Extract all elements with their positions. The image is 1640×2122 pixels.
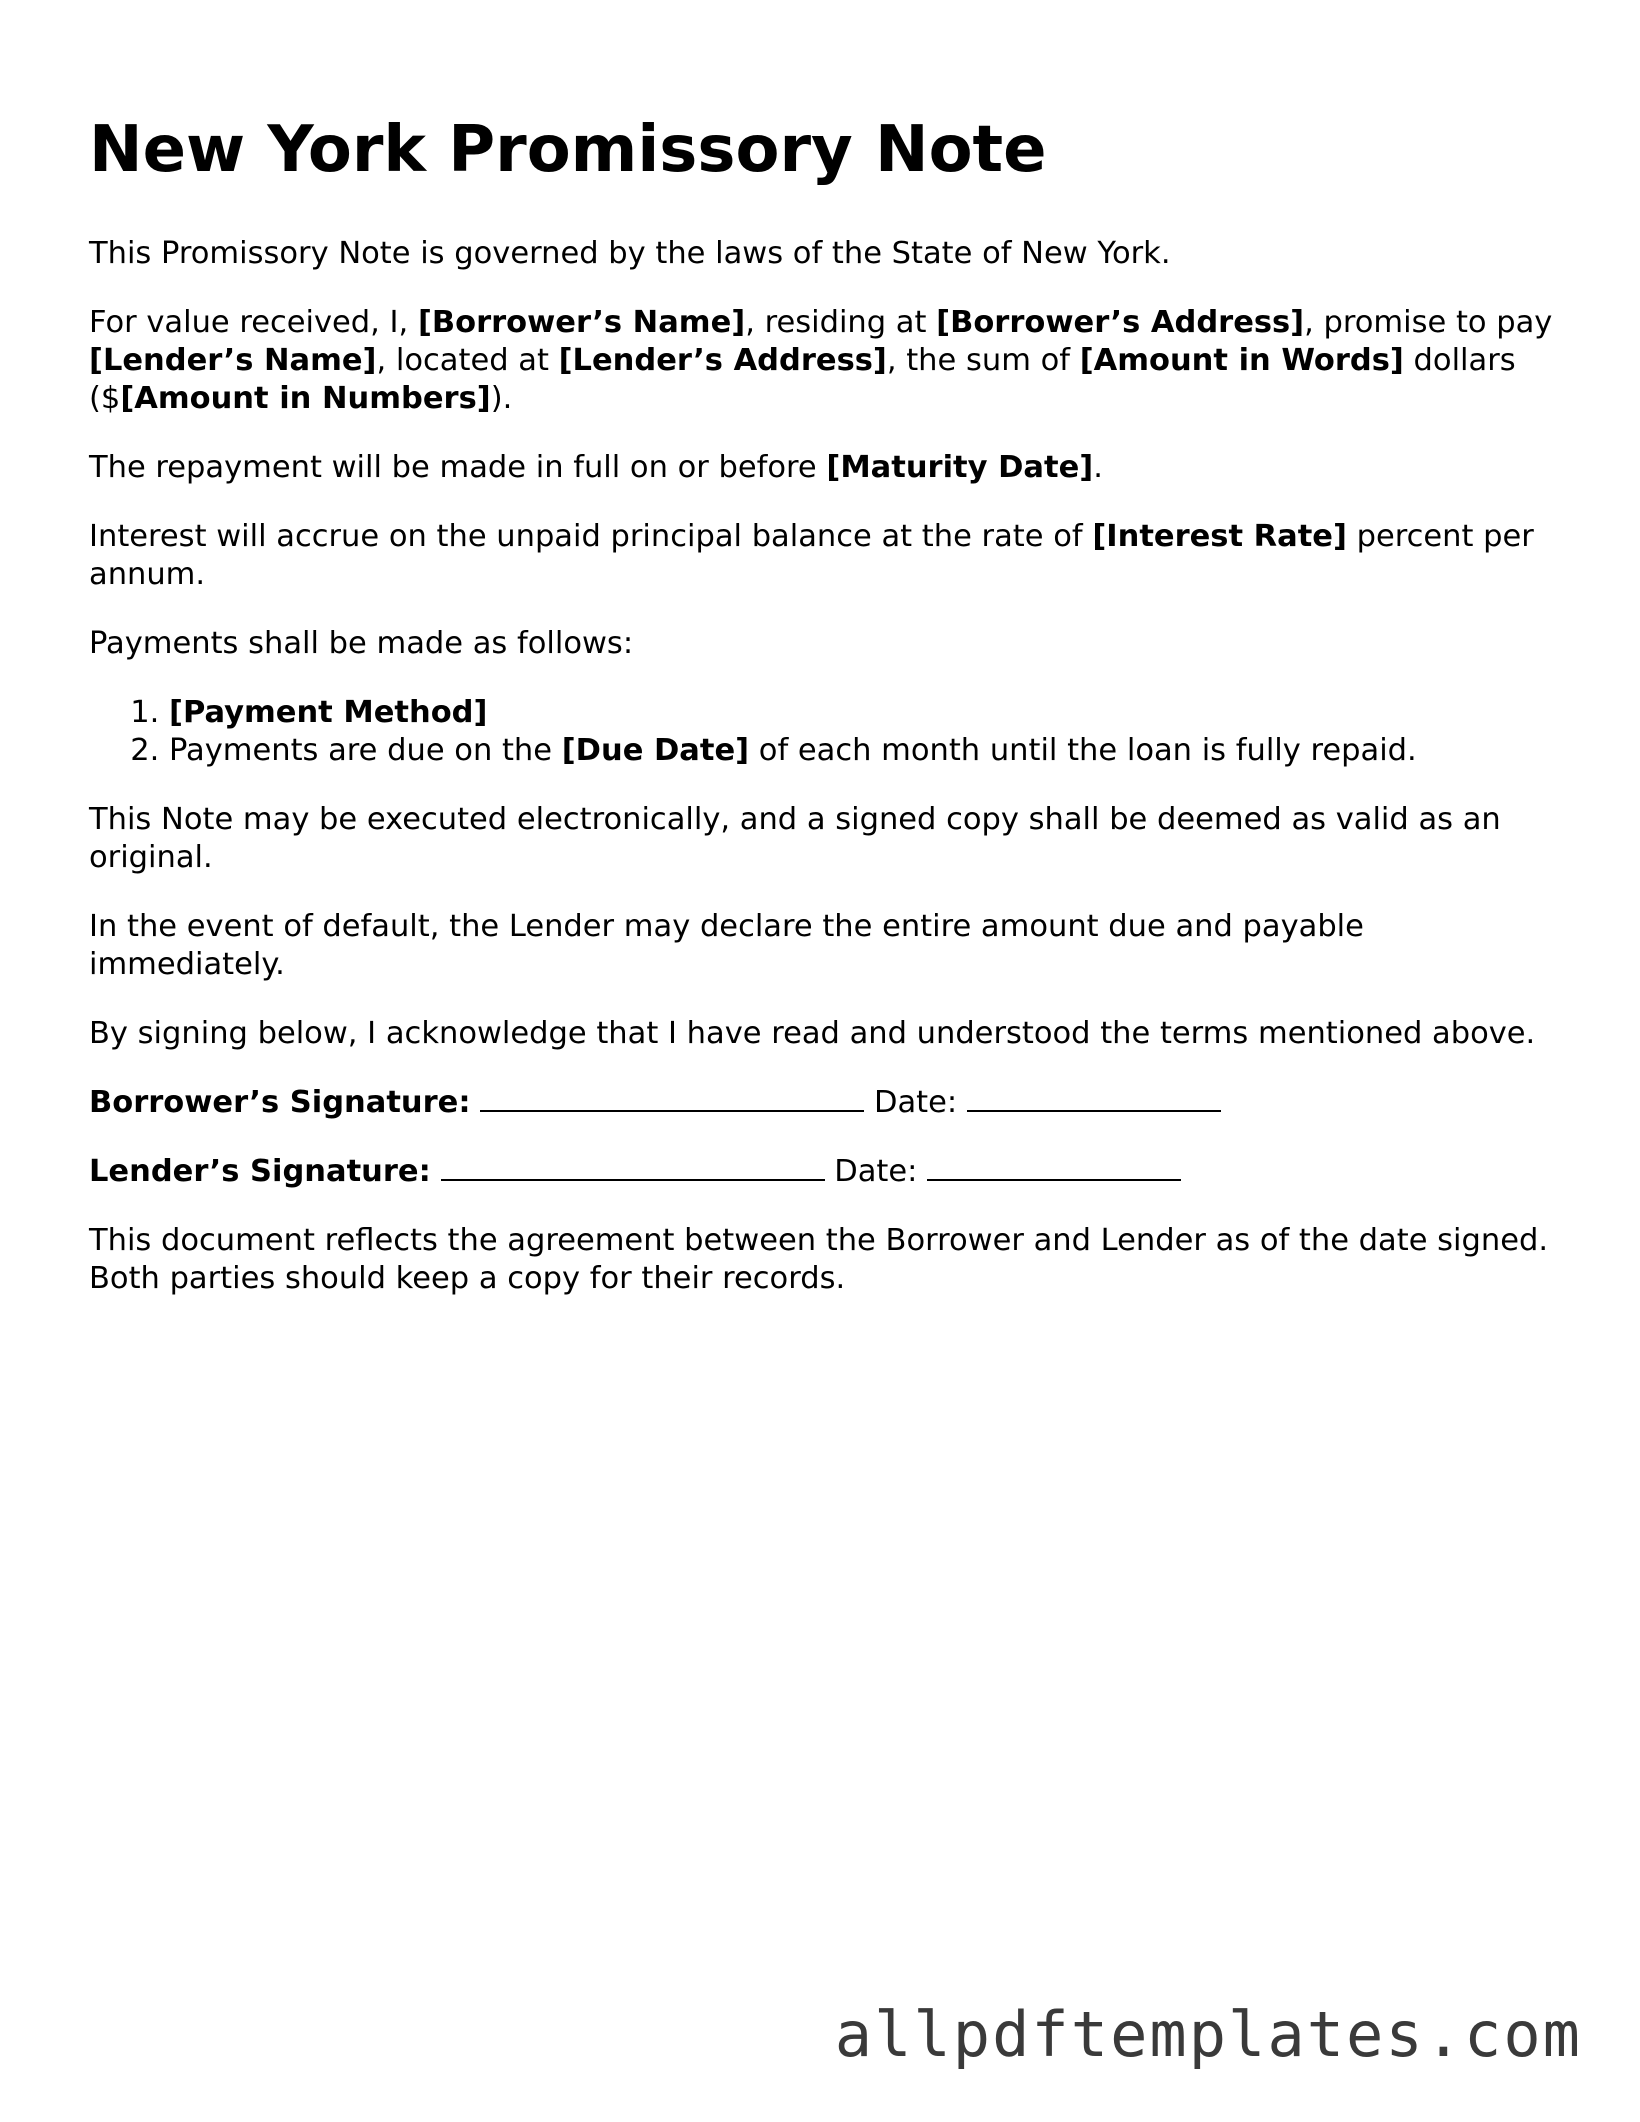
payment-list [89,694,1559,770]
lender-signature-row [89,1153,1559,1191]
borrower-name-placeholder: [Borrower’s Name] [417,305,746,340]
acknowledgement-paragraph: By signing below, I acknowledge that I have read and understood the terms mentioned above. [89,1016,1536,1051]
text-segment: of each month until the loan is fully repaid. [749,733,1417,768]
amount-numbers-placeholder: [Amount in Numbers] [120,381,491,416]
borrower-signature-line[interactable] [480,1109,864,1112]
closing-paragraph: This document reflects the agreement between the Borrower and Lender as of the date signed. Both parties should keep a copy for their records. [89,1223,1549,1296]
document-body [89,235,1559,1329]
text-segment: Interest will accrue on the unpaid principal balance at the rate of [89,519,1093,554]
borrower-signature-label: Borrower’s Signature: [89,1085,471,1120]
default-paragraph: In the event of default, the Lender may declare the entire amount due and payable immediately. [89,909,1364,982]
lender-signature-line[interactable] [441,1178,825,1181]
date-label: Date: [834,1154,918,1189]
due-date-placeholder: [Due Date] [561,733,750,768]
value-received-paragraph [89,304,1559,418]
lender-date-line[interactable] [927,1178,1181,1181]
maturity-date-placeholder: [Maturity Date] [826,450,1094,485]
interest-paragraph [89,518,1559,594]
date-label: Date: [873,1085,958,1120]
amount-words-placeholder: [Amount in Words] [1079,343,1404,378]
text-segment: For value received, I, [89,305,418,340]
text-segment: , residing at [745,305,937,340]
payment-method-placeholder: [Payment Method] [169,695,488,730]
text-segment: percent per annum. [89,519,1534,592]
text-segment: , the sum of [886,343,1080,378]
text-segment: ). [490,381,513,416]
text-segment: . [1093,450,1103,485]
text-segment: The repayment will be made in full on or before [89,450,827,485]
borrower-signature-row [89,1084,1559,1122]
text-segment: , promise to pay [1304,305,1553,340]
watermark: allpdftemplates.com [834,1998,1582,2071]
lender-signature-label: Lender’s Signature: [89,1154,431,1189]
text-segment: , located at [376,343,559,378]
text-segment: dollars ($ [89,343,1516,416]
lender-address-placeholder: [Lender’s Address] [558,343,887,378]
electronic-execution-paragraph: This Note may be executed electronically, and a signed copy shall be deemed as valid as an original. [89,802,1501,875]
document-title: New York Promissory Note [89,113,1047,187]
payment-list-item [169,732,1559,770]
interest-rate-placeholder: [Interest Rate] [1092,519,1347,554]
borrower-date-line[interactable] [967,1109,1221,1112]
payments-intro: Payments shall be made as follows: [89,626,634,661]
text-segment: Payments are due on the [169,733,562,768]
governing-law-paragraph: This Promissory Note is governed by the laws of the State of New York. [89,236,1171,271]
payment-list-item [169,694,1559,732]
repayment-paragraph [89,449,1559,487]
lender-name-placeholder: [Lender’s Name] [89,343,377,378]
borrower-address-placeholder: [Borrower’s Address] [936,305,1305,340]
